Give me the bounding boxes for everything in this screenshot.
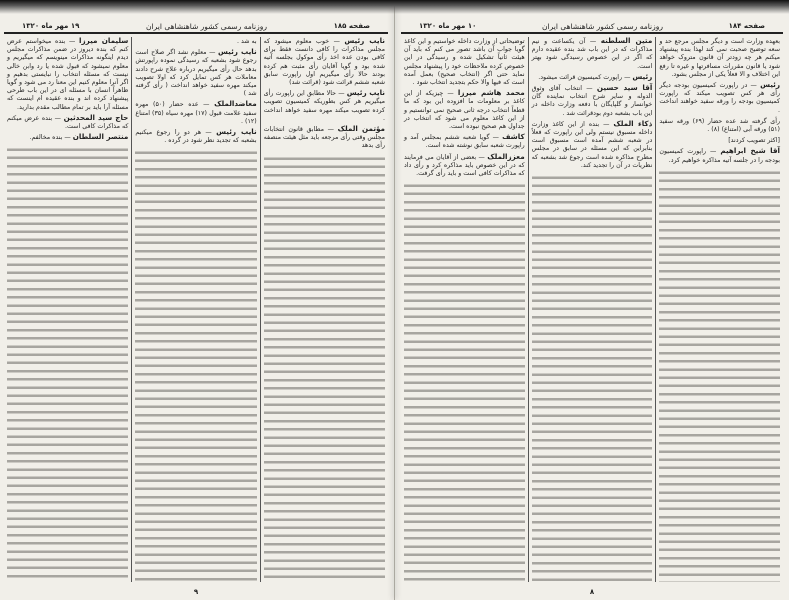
- speaker-name: محمد هاشم میرزا: [457, 88, 525, 98]
- paragraph: [7, 114, 128, 131]
- speech-text: — عده حضار (۵۰) مهره سفید علامت قبول (۱۷) مهره سیاه (۳۵) امتناع (۱۲) .: [135, 101, 257, 125]
- speaker-name: معاضدالملک: [214, 99, 257, 109]
- speech-text: — بعضی از آقایان می فرمایند که در این خصوص باید مذاکره کرد و رأی داد که مذاکرات کافی است و باید رأی گرفت.: [403, 153, 525, 178]
- speech-text: — خوب معلوم میشود که مجلس مذاکرات را کافی دانست فقط برای کافی بودن عده اخذ رأی موکول بجلسه آتیه شده بود و گویا آقایان رأی مثبت هم کرده بودند حالا رأی میگیریم اول راپورت سابق شعبه ششم قرائت شود (قرائت شد): [263, 38, 385, 87]
- column: [401, 37, 529, 582]
- speech-text: — بنده مخالفم.: [29, 134, 71, 142]
- paragraph: [659, 117, 780, 134]
- speaker-name: ذکاء الملک: [613, 118, 653, 128]
- speaker-name: نایب رئیس: [216, 127, 257, 137]
- speaker-name: نایب رئیس: [217, 47, 257, 57]
- page-header: [401, 20, 783, 34]
- paragraph: [659, 37, 780, 79]
- speaker-name: مؤتمن الملک: [337, 124, 385, 134]
- paragraph: [532, 84, 653, 118]
- paragraph: [532, 37, 653, 71]
- text-body: [532, 174, 653, 582]
- speaker-name: معززالملک: [487, 151, 525, 161]
- page-footer-number: ۹: [193, 588, 199, 596]
- speaker-name: آقا سید حسین: [596, 83, 653, 93]
- text-body: [135, 149, 256, 582]
- speech-text: — بنده از این کاغذ وزارت داخله مسبوق نیستم ولی این راپورت که فعلاً در شعبه ششم آمده است مسبوق است بنابراین که این مسئله در سابق در مجلس مطرح مذاکره شده است رجوع شد بشعبه که نظریات در آن را تجدید کند.: [531, 120, 653, 169]
- speech-text: — راپورت کمیسیون بودجه را در جلسه آتیه مذاکره خواهیم کرد.: [659, 148, 780, 164]
- speaker-name: کاشف: [502, 132, 525, 142]
- paragraph: [404, 133, 525, 150]
- speech-text: بعهده وزارت است و دیگر مجلس مرجع حد و سعه توضیح صحبت نمی کند لهذا بنده پیشنهاد میکنم هر چه زودتر آن قانون متروک خواهد شود یا قانون مقررات مسافرتها و غیره تا رفع این اختلاف و الا فعلاً یکی از مجلس بشود.: [659, 38, 780, 78]
- page-header: [4, 20, 388, 34]
- speaker-name: رئیس: [632, 71, 653, 81]
- page-number: صفحه ۱۸۵: [333, 22, 370, 30]
- paragraph: [659, 147, 780, 164]
- column: [4, 37, 132, 582]
- paragraph: [532, 120, 653, 170]
- page-footer-number: ۸: [589, 588, 595, 596]
- speech-text: — چیزیکه از این کاغذ بر معلومات ما افزوده این بود که ما قطعاً انتخاب درجه ثانی صحیح نمی توانستیم و از این کاغذ معلوم می شود که انتخاب در جداول هم صحیح نبوده است.: [403, 90, 525, 131]
- speech-text: توضیحاتی از وزارت داخله خواستیم و این کاغذ گویا جواب آن باشد تصور می کنم که باید آن هیئت ثانیاً تشکیل شده و رسیدگی در این خصوص کرده ملاحظات خود را پیشنهاد مجلس نماید حتی اگر (انتخاب صحیح) بعمل آمده است که فیها والا حکم بتجدید انتخاب شود .: [403, 38, 525, 87]
- speech-text: — انتخاب آقای وثوق الدوله و سایر شرح انتخاب نماینده گان خوانسار و گلپایگان با دفعه وزارت داخله در این باب بشعبه دوم بودقرائت شد .: [531, 85, 653, 117]
- speaker-name: رئیس: [760, 80, 780, 90]
- paragraph: [135, 128, 256, 145]
- paragraph: [404, 37, 525, 87]
- speech-text: — معلوم نشد اگر صلاح است رجوع شود بشعبه که رسیدگی نموده راپورتش بدهد حال رأی میگیریم درباره علاج شرح دادند معاملات هر کس تمایل کرد که اولا تصویب میکند مهره سفید خواهد انداخت ( رأی گرفته شد ): [135, 49, 257, 98]
- newspaper-title: روزنامه رسمی کشور شاهنشاهی ایران: [542, 21, 663, 31]
- speech-text: — آن یکساعت و نیم مذاکرات که در این باب شد بنده عقیده دارم که اگر در این خصوص رسیدگی شود بهتر است.: [531, 38, 653, 70]
- paragraph: [7, 37, 128, 112]
- paragraph: [659, 81, 780, 115]
- column: [529, 37, 657, 582]
- paragraph: [264, 37, 385, 87]
- paragraph: [264, 125, 385, 151]
- column: [261, 37, 388, 582]
- issue-date: ۱۹ مهر ماه ۱۳۲۰: [22, 22, 80, 30]
- speaker-name: سلیمان میرزا: [79, 37, 129, 45]
- paragraph: [404, 153, 525, 179]
- speech-text: — بنده عرض میکنم که مذاکرات کافی است.: [7, 114, 129, 131]
- newspaper-title: روزنامه رسمی کشور شاهنشاهی ایران: [146, 21, 267, 31]
- speech-text: — مطابق قانون انتخابات مجلس وقتی رأی مرجعه باید مثل هیئت منصفه رأی بدهد: [263, 126, 385, 150]
- paragraph: [264, 89, 385, 123]
- paragraph: [135, 37, 256, 46]
- speech-text: به شد .: [236, 38, 257, 45]
- text-body: [264, 155, 385, 582]
- speaker-name: آقا شیخ ابراهیم: [720, 146, 780, 156]
- text-body: [7, 146, 128, 582]
- speaker-name: نایب رئیس: [344, 37, 385, 45]
- speech-text: — هر دو را رجوع میکنیم بشعبه که تجدید نظر شود در گرده .: [135, 129, 257, 145]
- column: [656, 37, 783, 582]
- paragraph: [135, 48, 256, 98]
- speech-text: رأی گرفته شد عده حضار (۶۹) ورقه سفید (۵۱) ورقه آبی (امتناع) (۸) .: [659, 117, 780, 134]
- speaker-name: متین السلطنه: [600, 37, 653, 45]
- issue-date: ۱۰ مهر ماه ۱۳۲۰: [419, 22, 477, 30]
- paragraph: [404, 89, 525, 131]
- column: [132, 37, 260, 582]
- page-185: [0, 6, 394, 600]
- text-body: [659, 169, 780, 582]
- page-184: [395, 6, 789, 600]
- speaker-name: نایب رئیس: [346, 88, 385, 98]
- newspaper-spread: [0, 6, 789, 600]
- speaker-name: منتصر السلطان: [72, 132, 129, 142]
- text-body: [404, 182, 525, 582]
- speech-text: [اکثر تصویب کردند]: [728, 137, 780, 145]
- speech-text: — در راپورت کمیسیون بودجه دیگر رأی هر کس تصویب میکند که راپورت کمیسیون بودجه را ورقه سفید خواهند انداخت .: [659, 82, 780, 114]
- speech-text: — بنده میخواستم عرض کنم که بنده دیروز در ضمن مذاکرات مجلس دیدم اینگونه مذاکرات مینویسم که میگیریم و معلوم نمیشود که قبول شده یا رد وابن خالی نیست که مسئله انتخاب را نبایستی بدهیم و اگر آنرا معلوم کنیم این معنا رد می شود و گویا ظاهراً انسان با مسئله ای در این باب طرحی پیشنهاد کرده اند و بنده عقیده ام اینست که مسئله آرا باید بر تمام مطالب مقدم بدارید.: [7, 38, 129, 111]
- speech-text: — گویا شعبه ششم بمجلس آمد و راپورت شعبه سابق نوشته شده است.: [403, 134, 525, 150]
- paragraph: [135, 100, 256, 126]
- paragraph: [532, 73, 653, 82]
- paragraph: [659, 136, 780, 145]
- speech-text: — راپورت کمیسیون قرائت میشود.: [538, 73, 631, 81]
- speech-text: — حالا مطابق این راپورت رأی میگیریم هر کس بطوریکه کمیسیون تصویب کرده تصویب میکند مهره سفید خواهد انداخت .: [263, 90, 385, 122]
- speaker-name: حاج سید المحدثین: [63, 112, 129, 122]
- paragraph: [7, 133, 128, 142]
- page-number: صفحه ۱۸۴: [728, 22, 765, 30]
